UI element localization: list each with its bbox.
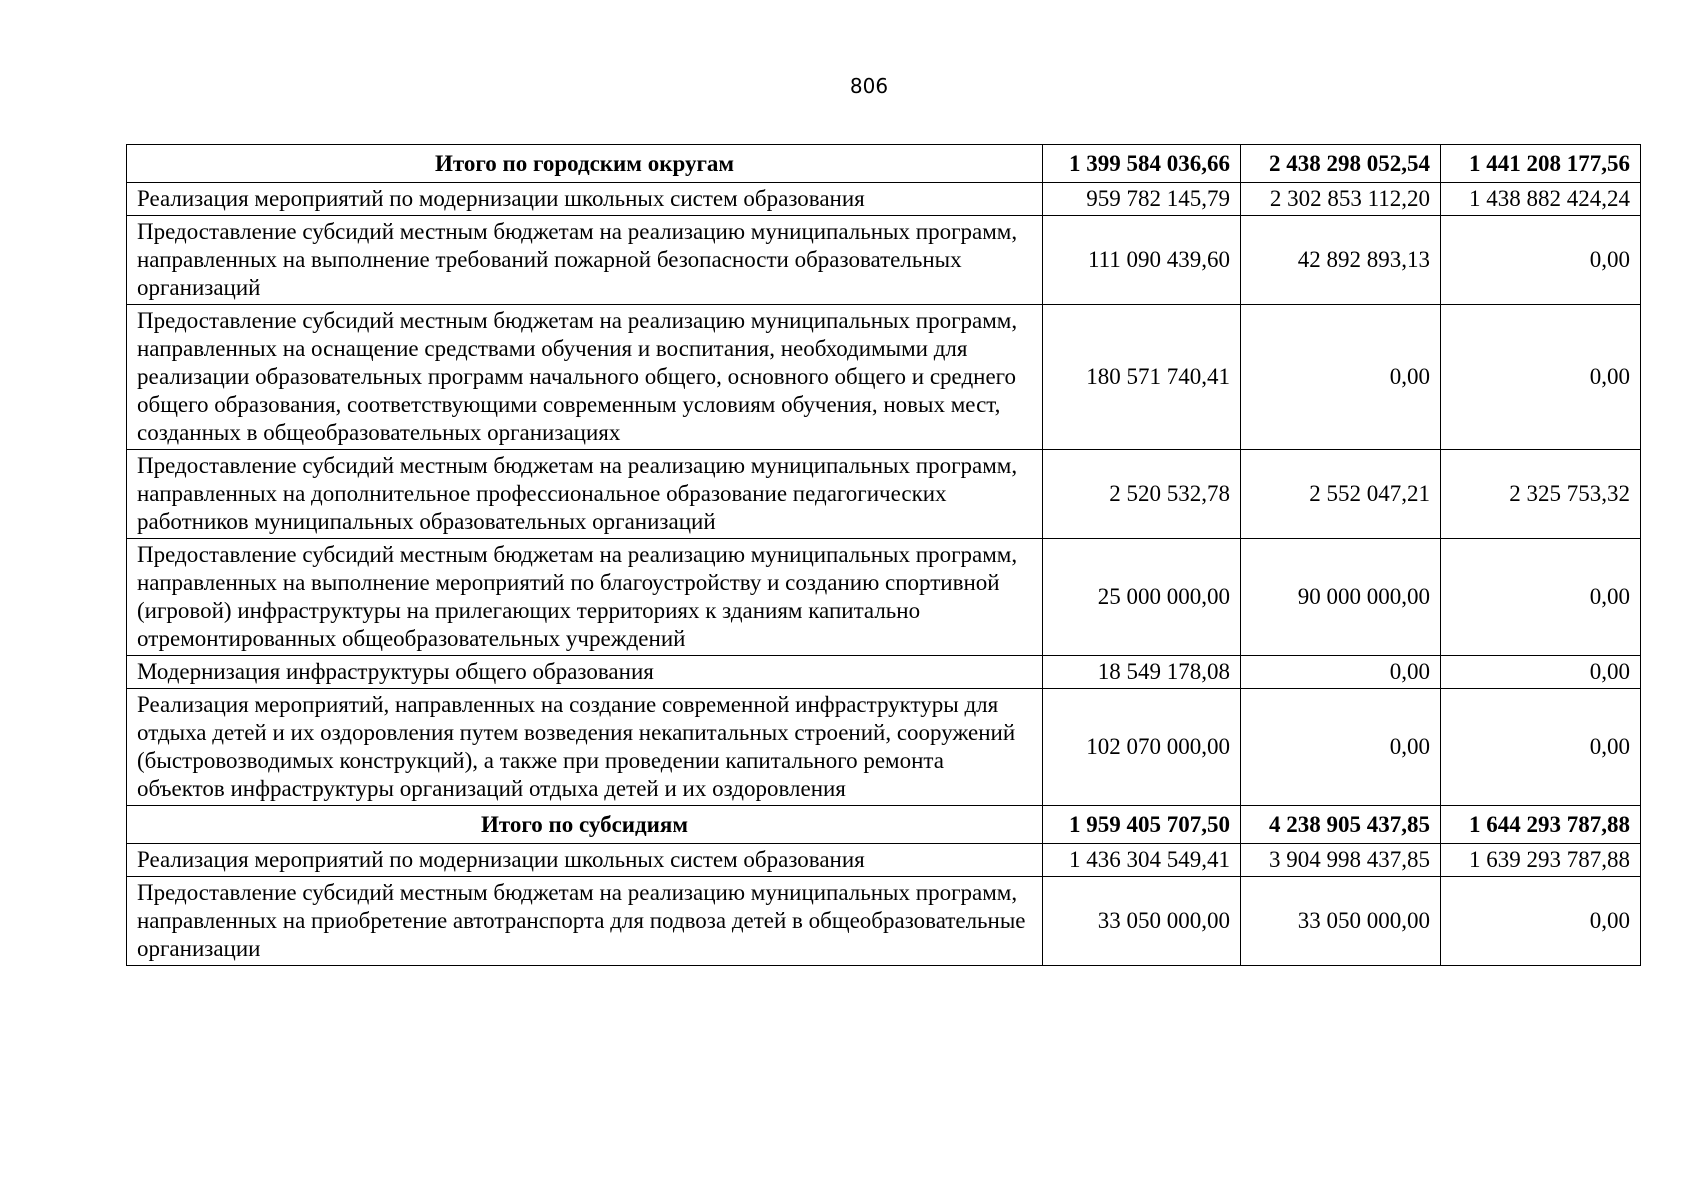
row-value-3: 1 639 293 787,88 xyxy=(1441,844,1641,877)
table-row xyxy=(127,877,1641,966)
row-name: Предоставление субсидий местным бюджетам на реализацию муниципальных программ, направленных на дополнительное профессиональное образование педагогических работников муниципальных образовательных организаций xyxy=(127,450,1043,539)
row-value-1: 111 090 439,60 xyxy=(1043,216,1241,305)
table-row xyxy=(127,689,1641,806)
table-row xyxy=(127,305,1641,450)
table-row xyxy=(127,656,1641,689)
row-name: Предоставление субсидий местным бюджетам на реализацию муниципальных программ, направленных на выполнение требований пожарной безопасности образовательных организаций xyxy=(127,216,1043,305)
row-value-1: 18 549 178,08 xyxy=(1043,656,1241,689)
row-value-3: 1 441 208 177,56 xyxy=(1441,145,1641,183)
row-value-1: 2 520 532,78 xyxy=(1043,450,1241,539)
budget-table xyxy=(126,144,1641,966)
budget-table-body xyxy=(127,145,1641,966)
row-value-2: 42 892 893,13 xyxy=(1241,216,1441,305)
row-name: Итого по субсидиям xyxy=(127,806,1043,844)
row-value-1: 33 050 000,00 xyxy=(1043,877,1241,966)
row-name: Предоставление субсидий местным бюджетам на реализацию муниципальных программ, направленных на приобретение автотранспорта для подвоза детей в общеобразовательные организации xyxy=(127,877,1043,966)
row-value-1: 1 399 584 036,66 xyxy=(1043,145,1241,183)
row-name: Предоставление субсидий местным бюджетам на реализацию муниципальных программ, направленных на выполнение мероприятий по благоустройству и созданию спортивной (игровой) инфраструктуры на прилегающих территориях к зданиям капитально отремонтированных общеобразовательных учреждений xyxy=(127,539,1043,656)
row-value-3: 0,00 xyxy=(1441,539,1641,656)
row-value-1: 25 000 000,00 xyxy=(1043,539,1241,656)
row-value-1: 1 436 304 549,41 xyxy=(1043,844,1241,877)
row-value-2: 2 438 298 052,54 xyxy=(1241,145,1441,183)
row-value-3: 0,00 xyxy=(1441,656,1641,689)
row-value-2: 33 050 000,00 xyxy=(1241,877,1441,966)
row-value-1: 1 959 405 707,50 xyxy=(1043,806,1241,844)
table-row xyxy=(127,844,1641,877)
row-value-2: 0,00 xyxy=(1241,689,1441,806)
row-value-2: 2 302 853 112,20 xyxy=(1241,183,1441,216)
row-value-1: 102 070 000,00 xyxy=(1043,689,1241,806)
row-value-3: 0,00 xyxy=(1441,305,1641,450)
table-row xyxy=(127,216,1641,305)
row-value-2: 90 000 000,00 xyxy=(1241,539,1441,656)
row-value-3: 0,00 xyxy=(1441,877,1641,966)
row-value-2: 3 904 998 437,85 xyxy=(1241,844,1441,877)
row-value-3: 1 644 293 787,88 xyxy=(1441,806,1641,844)
table-row xyxy=(127,539,1641,656)
row-name: Итого по городским округам xyxy=(127,145,1043,183)
table-row xyxy=(127,183,1641,216)
row-name: Реализация мероприятий, направленных на создание современной инфраструктуры для отдыха детей и их оздоровления путем возведения некапитальных строений, сооружений (быстровозводимых конструкций), а также при проведении капитального ремонта объектов инфраструктуры организаций отдыха детей и их оздоровления xyxy=(127,689,1043,806)
row-value-3: 0,00 xyxy=(1441,216,1641,305)
row-value-1: 959 782 145,79 xyxy=(1043,183,1241,216)
row-name: Реализация мероприятий по модернизации школьных систем образования xyxy=(127,183,1043,216)
row-value-2: 2 552 047,21 xyxy=(1241,450,1441,539)
page-number: 806 xyxy=(849,74,889,98)
row-value-2: 0,00 xyxy=(1241,305,1441,450)
row-value-3: 0,00 xyxy=(1441,689,1641,806)
row-value-1: 180 571 740,41 xyxy=(1043,305,1241,450)
row-name: Реализация мероприятий по модернизации школьных систем образования xyxy=(127,844,1043,877)
table-row-total-subsidies xyxy=(127,806,1641,844)
row-value-2: 0,00 xyxy=(1241,656,1441,689)
row-name: Предоставление субсидий местным бюджетам на реализацию муниципальных программ, направленных на оснащение средствами обучения и воспитания, необходимыми для реализации образовательных программ начального общего, основного общего и среднего общего образования, соответствующими современным условиям обучения, новых мест, созданных в общеобразовательных организациях xyxy=(127,305,1043,450)
row-value-3: 2 325 753,32 xyxy=(1441,450,1641,539)
row-value-3: 1 438 882 424,24 xyxy=(1441,183,1641,216)
table-row xyxy=(127,450,1641,539)
row-value-2: 4 238 905 437,85 xyxy=(1241,806,1441,844)
row-name: Модернизация инфраструктуры общего образования xyxy=(127,656,1043,689)
table-row-total-city-districts xyxy=(127,145,1641,183)
